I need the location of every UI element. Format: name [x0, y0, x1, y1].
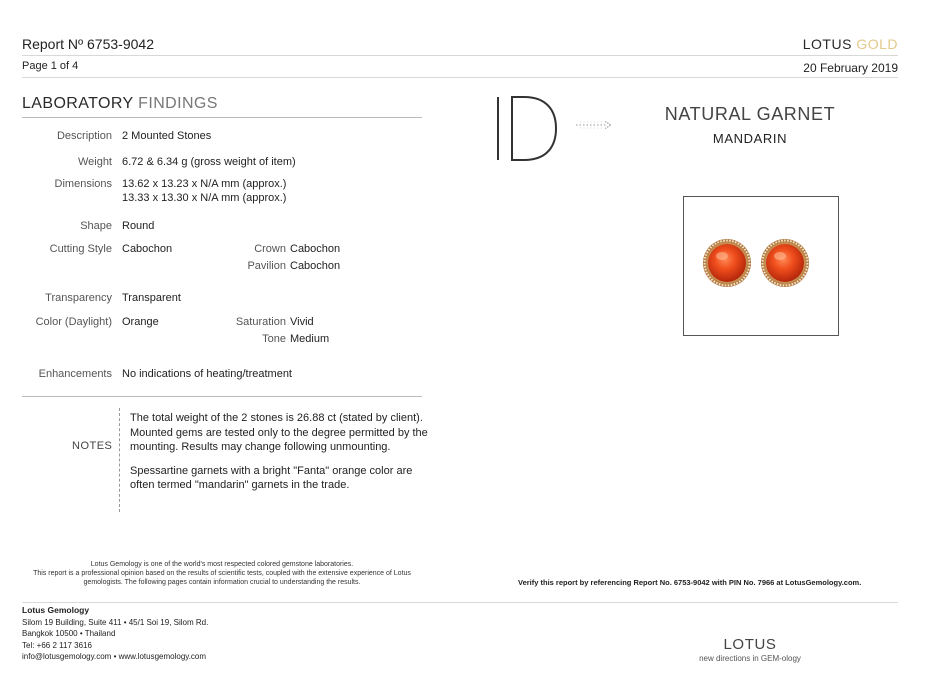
- crown-label: Crown: [254, 243, 286, 255]
- notes-rule: [119, 408, 120, 512]
- gem-photo: [683, 196, 839, 336]
- description-label: Description: [56, 130, 112, 142]
- notes-body: [130, 411, 430, 502]
- phone-number: Tel: +66 2 117 3616: [22, 640, 92, 650]
- transparency-label: Transparency: [45, 292, 112, 304]
- saturation-value: Vivid: [290, 316, 314, 328]
- section-title-main: LABORATORY: [22, 95, 134, 112]
- shape-value: Round: [122, 220, 155, 232]
- disclaimer-line-2: This report is a professional opinion based on the results of scientific tests, coupled with the extensive experience of Lotus gemologists. The following pages contain information crucial to understanding the results.: [33, 570, 411, 586]
- verification-note: Verify this report by referencing Report No. 6753-9042 with PIN No. 7966 at LotusGemology.com.: [518, 578, 862, 587]
- pavilion-label: Pavilion: [247, 260, 286, 272]
- brand-logo-sub: GOLD: [856, 36, 898, 52]
- report-date: 20 February 2019: [803, 61, 898, 75]
- enhancements-value: No indications of heating/treatment: [122, 368, 292, 380]
- notes-label: NOTES: [72, 440, 113, 452]
- variety-title: MANDARIN: [712, 131, 788, 146]
- weight-value: 6.72 & 6.34 g (gross weight of item): [122, 156, 296, 168]
- weight-label: Weight: [77, 156, 112, 168]
- transparency-value: Transparent: [122, 292, 181, 304]
- company-address: [22, 605, 208, 663]
- brand-logo: [803, 36, 898, 52]
- dimensions-value-2: 13.33 x 13.30 x N/A mm (approx.): [122, 192, 287, 204]
- dimensions-label: Dimensions: [54, 178, 112, 190]
- address-line-1: Silom 19 Building, Suite 411 • 45/1 Soi 19, Silom Rd.: [22, 617, 209, 627]
- page-indicator: Page 1 of 4: [22, 60, 79, 72]
- enhancements-label: Enhancements: [38, 368, 112, 380]
- description-value: 2 Mounted Stones: [122, 130, 212, 142]
- cutting-style-value: Cabochon: [122, 243, 173, 255]
- crown-value: Cabochon: [290, 243, 341, 255]
- saturation-label: Saturation: [235, 316, 286, 328]
- footer-tagline: new directions in GEM-ology: [699, 654, 801, 663]
- footer-logo: LOTUS: [723, 636, 777, 653]
- section-title: [22, 95, 218, 113]
- address-line-2: Bangkok 10500 • Thailand: [22, 629, 116, 638]
- section-divider: [22, 117, 422, 118]
- shape-label: Shape: [80, 220, 112, 232]
- disclaimer-line-1: Lotus Gemology is one of the world's most respected colored gemstone laboratories.: [90, 561, 354, 568]
- brand-logo-main: LOTUS: [802, 36, 852, 52]
- notes-paragraph-1: The total weight of the 2 stones is 26.88 ct (stated by client). Mounted gems are tested only to the degree permitted by the mounting. Results may change following unmounting.: [130, 412, 428, 453]
- dimensions-value-1: 13.62 x 13.23 x N/A mm (approx.): [122, 178, 287, 190]
- disclaimer: [22, 560, 422, 587]
- contact-links[interactable]: info@lotusgemology.com • www.lotusgemology.com: [22, 652, 207, 661]
- tone-value: Medium: [290, 333, 330, 345]
- header-divider-lower: [22, 77, 898, 78]
- earrings-image: [684, 197, 838, 335]
- color-label: Color (Daylight): [35, 316, 112, 328]
- notes-divider: [22, 396, 422, 397]
- dotted-arrow-icon: [574, 118, 614, 132]
- id-mark-icon: [490, 94, 560, 164]
- tone-label: Tone: [262, 333, 286, 345]
- species-title: NATURAL GARNET: [664, 104, 836, 124]
- pavilion-value: Cabochon: [290, 260, 341, 272]
- section-title-sub: FINDINGS: [138, 95, 218, 112]
- footer-divider: [22, 602, 898, 603]
- color-value: Orange: [122, 316, 159, 328]
- header-divider: [22, 55, 898, 56]
- company-name: Lotus Gemology: [22, 605, 90, 615]
- report-number: Report Nº 6753-9042: [22, 36, 154, 52]
- cutting-style-label: Cutting Style: [49, 243, 112, 255]
- notes-paragraph-2: Spessartine garnets with a bright "Fanta" orange color are often termed "mandarin" garnets in the trade.: [130, 464, 413, 491]
